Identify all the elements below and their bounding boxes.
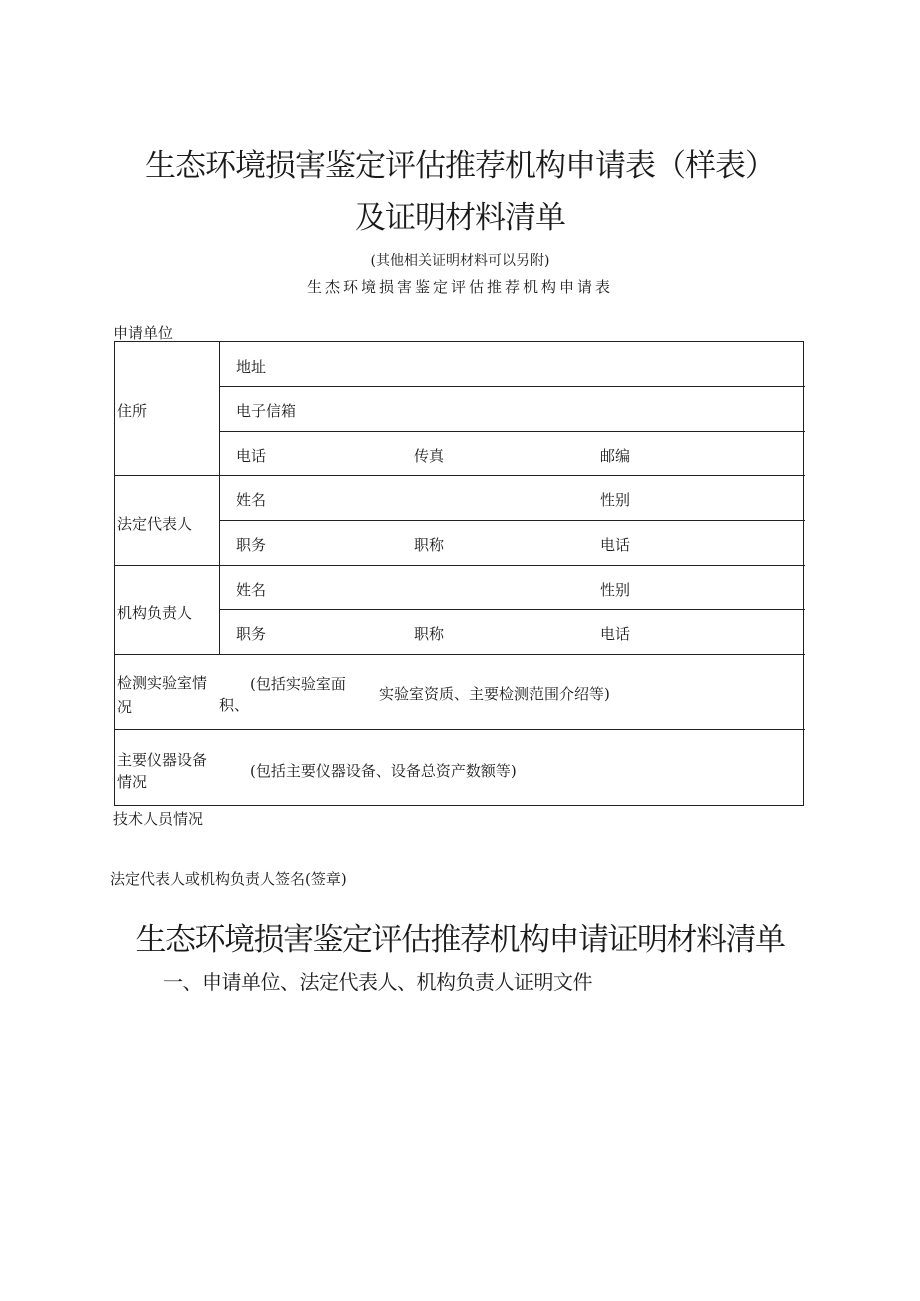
legal-rep-phone-label: 电话	[600, 536, 631, 554]
head-gender-label: 性别	[600, 581, 631, 599]
lab-desc-right: 实验室资质、主要检测范围介绍等)	[379, 685, 610, 703]
row-divider	[115, 654, 805, 655]
legal-rep-gender-label: 性别	[600, 491, 631, 509]
row-divider	[115, 729, 805, 730]
head-phone-label: 电话	[600, 625, 631, 643]
legal-rep-title-label: 职称	[414, 536, 445, 554]
legal-rep-name-label: 姓名	[236, 491, 267, 509]
form-subtitle: 生杰环境损害鉴定评估推荐机构申请表	[306, 278, 613, 296]
address-label: 地址	[236, 358, 267, 376]
head-name-label: 姓名	[236, 581, 267, 599]
row-divider	[220, 431, 805, 432]
postcode-label: 邮编	[600, 447, 631, 465]
head-label: 机构负责人	[117, 604, 193, 622]
legal-rep-position-label: 职务	[236, 536, 267, 554]
lab-label-line2: 况	[117, 698, 133, 716]
lab-desc-line1: (包括实验室面	[250, 675, 346, 693]
head-title-label: 职称	[414, 625, 445, 643]
application-form-table	[114, 341, 804, 806]
document-title-line1: 生态环境损害鉴定评估推荐机构申请表（样表）	[145, 148, 775, 184]
signature-label: 法定代表人或机构负责人签名(签章)	[110, 870, 347, 888]
applicant-label: 申请单位	[113, 324, 174, 342]
email-label: 电子信箱	[236, 402, 297, 420]
residence-label: 住所	[117, 402, 148, 420]
lab-desc-line2: 积、	[219, 696, 250, 714]
lab-label-line1: 检测实验室情	[117, 674, 208, 692]
phone-label: 电话	[236, 447, 267, 465]
fax-label: 传真	[414, 447, 445, 465]
column-divider	[219, 342, 220, 654]
section-title: 生态环境损害鉴定评估推荐机构申请证明材料清单	[135, 922, 785, 958]
note: (其他相关证明材料可以另附)	[370, 253, 550, 269]
section-item-1: 一、申请单位、法定代表人、机构负责人证明文件	[163, 970, 592, 994]
head-position-label: 职务	[236, 625, 267, 643]
equipment-label-line2: 情况	[117, 773, 148, 791]
equipment-desc: (包括主要仪器设备、设备总资产数额等)	[250, 762, 517, 780]
document-title-line2: 及证明材料清单	[355, 200, 565, 236]
row-divider	[220, 386, 805, 387]
row-divider	[220, 609, 805, 610]
row-divider	[220, 520, 805, 521]
equipment-label-line1: 主要仪器设备	[117, 751, 208, 769]
legal-rep-label: 法定代表人	[117, 515, 193, 533]
tech-staff-label: 技术人员情况	[113, 810, 204, 828]
